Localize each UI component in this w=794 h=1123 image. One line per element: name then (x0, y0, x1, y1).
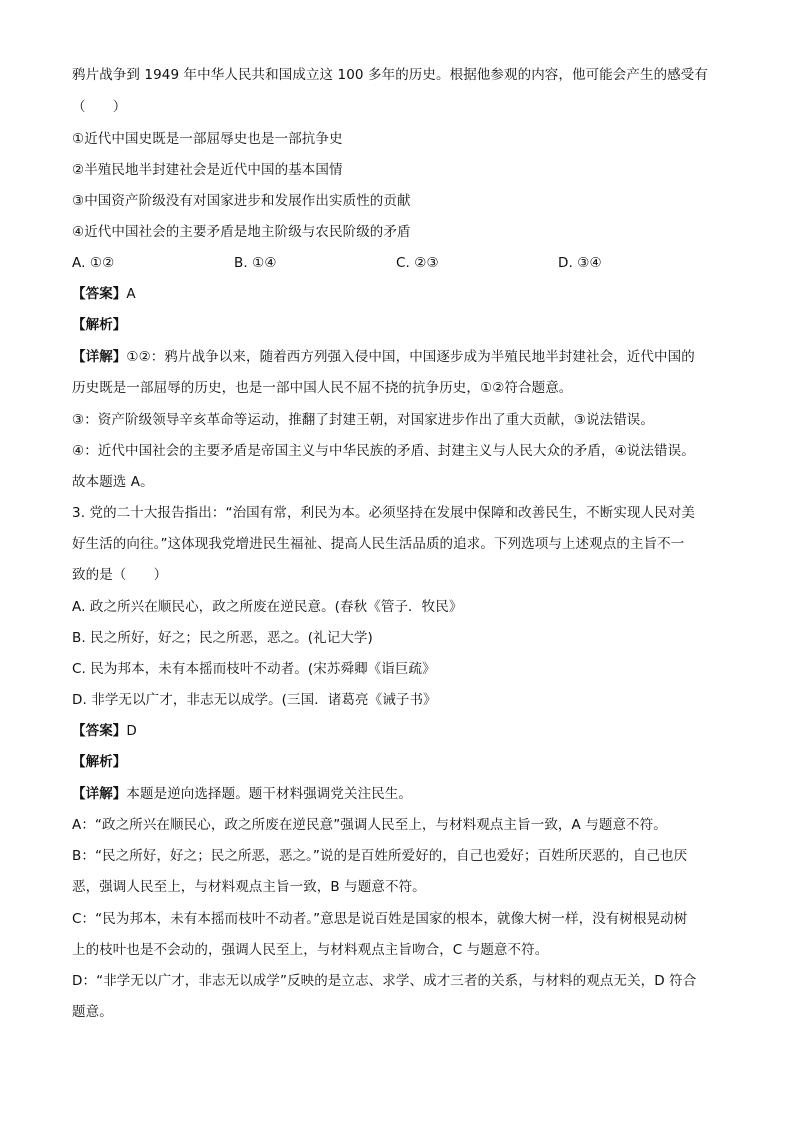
q2-answer-line (72, 284, 724, 304)
q3-option-a: A. 政之所兴在顺民心，政之所废在逆民意。(春秋《管子．牧民》 (72, 599, 463, 615)
q2-detail-line-3: ③：资产阶级领导辛亥革命等运动，推翻了封建王朝，对国家进步作出了重大贡献，③说法错误。 (72, 412, 655, 428)
q3-stem-line-1: 3. 党的二十大报告指出：“治国有常，利民为本。必须坚持在发展中保障和改善民生，不断实现人民对美 (72, 505, 695, 521)
q2-option-d: D. ③④ (558, 255, 602, 271)
q3-answer-line (72, 721, 724, 741)
q2-conclusion: 故本题选 A。 (72, 474, 154, 490)
q3-explain-c-2: 上的枝叶也是不会动的，强调人民至上，与材料观点主旨吻合，C 与题意不符。 (72, 942, 549, 958)
q2-option-a: A. ①② (72, 255, 115, 271)
q2-item-1: ①近代中国史既是一部屈辱史也是一部抗争史 (72, 131, 343, 147)
q2-answer-value: A (126, 286, 136, 302)
q3-stem-line-2: 好生活的向往。”这体现我党增进民生福祉、提高人民生活品质的追求。下列选项与上述观点的主旨不一 (72, 536, 685, 552)
q2-item-2: ②半殖民地半封建社会是近代中国的基本国情 (72, 162, 343, 178)
q3-explain-d-1: D：“非学无以广才，非志无以成学”反映的是立志、求学、成才三者的关系，与材料的观点无关，D 符合 (72, 973, 697, 989)
q2-item-3: ③中国资产阶级没有对国家进步和发展作出实质性的贡献 (72, 193, 411, 209)
q2-item-4: ④近代中国社会的主要矛盾是地主阶级与农民阶级的矛盾 (72, 224, 411, 240)
q2-option-b: B. ①④ (234, 255, 277, 271)
q3-option-d: D. 非学无以广才，非志无以成学。(三国．诸葛亮《诫子书》 (72, 692, 437, 708)
q3-stem-line-3: 致的是（ ） (72, 567, 168, 583)
q3-answer-value: D (126, 723, 137, 739)
q3-option-b: B. 民之所好，好之；民之所恶，恶之。(礼记大学) (72, 630, 373, 646)
q3-explain-a: A：“政之所兴在顺民心，政之所废在逆民意”强调人民至上，与材料观点主旨一致，A 与题意不符。 (72, 817, 667, 833)
q2-detail-tag: 【详解】 (72, 349, 127, 365)
q3-analysis-tag: 【解析】 (72, 754, 127, 770)
q2-analysis-line (72, 315, 724, 335)
q2-options-row (72, 253, 724, 273)
q3-explain-d-2: 题意。 (72, 1004, 113, 1020)
q2-option-c: C. ②③ (396, 255, 439, 271)
q2-answer-tag: 【答案】 (72, 286, 127, 302)
q3-detail-line (72, 784, 724, 804)
q2-stem-line-2: （ ） (72, 99, 127, 115)
q2-detail-line-4: ④：近代中国社会的主要矛盾是帝国主义与中华民族的矛盾、封建主义与人民大众的矛盾，④说法错误。 (72, 443, 695, 459)
q2-analysis-tag: 【解析】 (72, 317, 127, 333)
q3-detail-tag: 【详解】 (72, 786, 127, 802)
q3-explain-b-2: 恶，强调人民至上，与材料观点主旨一致，B 与题意不符。 (72, 879, 426, 895)
q3-answer-tag: 【答案】 (72, 723, 127, 739)
q2-detail-text-1: ①②：鸦片战争以来，随着西方列强入侵中国，中国逐步成为半殖民地半封建社会，近代中国的 (126, 349, 695, 365)
q3-explain-c-1: C：“民为邦本，未有本摇而枝叶不动者。”意思是说百姓是国家的根本，就像大树一样，没有树根晃动树 (72, 911, 688, 927)
q3-explain-b-1: B：“民之所好，好之；民之所恶，恶之。”说的是百姓所爱好的，自己也爱好；百姓所厌恶的，自己也厌 (72, 848, 688, 864)
q3-analysis-line (72, 752, 724, 772)
q2-detail-line-1 (72, 347, 724, 367)
q3-detail-intro: 本题是逆向选择题。题干材料强调党关注民生。 (126, 786, 413, 802)
q2-stem-line-1: 鸦片战争到 1949 年中华人民共和国成立这 100 多年的历史。根据他参观的内容，他可能会产生的感受有 (72, 67, 708, 83)
q3-option-c: C. 民为邦本，未有本摇而枝叶不动者。(宋苏舜卿《诣巨疏》 (72, 661, 436, 677)
q2-detail-line-2: 历史既是一部屈辱的历史，也是一部中国人民不屈不挠的抗争历史，①②符合题意。 (72, 380, 573, 396)
